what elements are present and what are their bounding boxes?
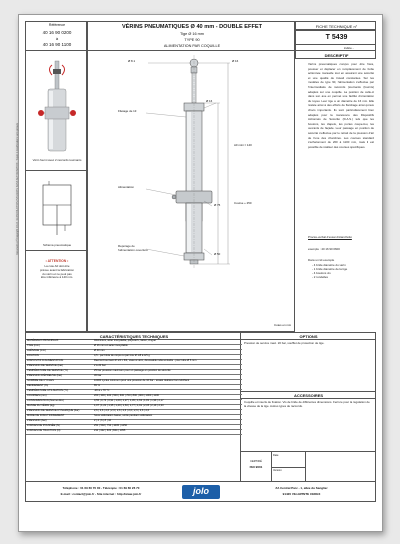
- options-text: Pression de service maxi. 20 bar, soufflet de protection de tige.: [244, 341, 325, 345]
- table-row: FORCES DE POUSSÉE (N) 251 | 502 | 754 | 1005 | 1256: [26, 424, 242, 430]
- table-row: PRESSION D'ÉPREUVE (bar) 30 bar: [26, 374, 242, 380]
- dim-a0: A0 mini = 140: [234, 143, 252, 147]
- product-subtitle-2: TYPE 90: [184, 38, 200, 42]
- dim-rod-eye: Ø 8.1: [128, 59, 136, 63]
- pv-label: Procès-verbal d'essai d'étanchéité: [308, 235, 352, 239]
- dim-head: Ø 16: [206, 99, 213, 103]
- table-row: ALÉSAGE (mm) Ø 40 mm: [26, 349, 242, 355]
- reference-to: 40 16 90 1100: [42, 42, 72, 47]
- product-subtitle-1: Tige Ø 16 mm: [180, 32, 204, 36]
- fiche-number-box: [295, 30, 376, 45]
- options-title: OPTIONS: [299, 334, 318, 339]
- technical-drawing: [88, 51, 296, 332]
- dim-rod: Ø 16: [232, 59, 239, 63]
- table-row: MASSE DU VÉRIN (kg) 1,07 | 1,21 | 1,35 | 1,49 | 1,63 | 1,77 | 1,91 | 2,05 | 2,19 | 2,33: [26, 404, 242, 410]
- footer: [25, 482, 376, 502]
- label-reperage: Repérage de l'alimentation ouverture: [118, 244, 148, 252]
- cert-box: [241, 452, 376, 482]
- accessoires-title: ACCESSOIRES: [293, 393, 324, 398]
- pv-value: exemple : 40 16 90 0600: [308, 247, 340, 251]
- indice: indice -: [344, 45, 354, 50]
- pneumatic-schema: [39, 181, 75, 237]
- descriptif-label: DESCRIPTIF: [324, 52, 349, 58]
- accessoires-text: Coquille et inserts de fixation. Vis de bride de différentes dimensions. Ferrure pour la régulation de la vitesse de la tige. Autres types de raccords.: [244, 400, 370, 408]
- table-row: CONSOMMATION (Normo-litre) 0,55 | 0,73 | 0,91 | 1,09 | 1,27 | 1,45 | 1,63 | 1,81 | 1,99 | 2,17: [26, 399, 242, 405]
- dim-filetage: Filetage de 13: [118, 109, 137, 113]
- photo-panel: [25, 51, 87, 171]
- dim-coquille: Ø 75: [214, 203, 221, 207]
- tech-characteristics-table: [25, 332, 241, 482]
- reference-from: 40 16 90 0200: [42, 30, 72, 35]
- fiche-label-box: [295, 21, 376, 30]
- options-box: [241, 332, 376, 392]
- footer-address-2: 91420 VILLEPINTE CEDEX: [282, 492, 321, 496]
- photo-caption: Vérin fourni avec 2 raccords tournants: [32, 158, 82, 162]
- product-title: VÉRINS PNEUMATIQUES Ø 40 mm - DOUBLE EFFET: [121, 24, 263, 30]
- drawing-panel: [87, 51, 295, 332]
- date-cell: [271, 452, 306, 468]
- jolo-logo: [182, 485, 220, 499]
- attention-text: La cote A0 doit être prévue avant la fabrication du vérin et ne peut pas être inférieure à 140 mm.: [40, 264, 74, 280]
- reference-label: Référence: [48, 23, 66, 27]
- kit-label: Dans un kit exemple: [308, 258, 335, 262]
- iso-label: CERTIFIÉ: [250, 460, 262, 463]
- datasheet-page: [18, 14, 383, 532]
- cotes-note: Cotes en mm: [274, 323, 292, 327]
- dim-base: Ø 50: [214, 252, 221, 256]
- table-row: MODE DE FONCTIONNEMENT Sous sollicitation basse, sortie pendant sollicitation: [26, 414, 242, 420]
- table-row: RENDEMENT (%) 85 %: [26, 384, 242, 390]
- table-row: FIXATION 4,5 - par bride de corps ou par trou Ø 1/8 à 4/5 g: [26, 354, 242, 360]
- dim-course: Course + 250: [234, 201, 252, 205]
- cylinder-photo: [34, 59, 80, 155]
- pneumatic-schema-panel: [25, 171, 87, 251]
- iso-value: ISO 9001: [249, 465, 263, 469]
- table-row: FORCES DE TRACTION (N) 211 | 422 | 633 | 844 | 1055: [26, 429, 242, 435]
- descriptif-header: [295, 51, 376, 59]
- kit-item: - 4 boulons vis: [312, 271, 331, 275]
- accessoires-box: [241, 392, 376, 452]
- reference-sep: à: [55, 36, 59, 41]
- table-row: COURSES (mm) 200 | 300 | 400 | 500 | 600 | 700 | 800 | 900 | 1000 | 1100: [26, 394, 242, 400]
- title-box: [87, 21, 295, 51]
- options-header: [241, 333, 376, 340]
- kit-item: - 1 bride diamètre de la tige: [312, 267, 348, 271]
- attention-title: • ATTENTION •: [45, 259, 69, 263]
- kit-item: - 2 rondelles: [312, 275, 328, 279]
- table-row: PRESSION (bar) 2 | 4 | 6 | 8 | 10: [26, 419, 242, 425]
- table-row: TIGE (mm) Ø 16 mm en acier inoxydable: [26, 344, 242, 350]
- table-row: DISPOSITIF D'ALIMENTATION Raccord tournant Ø 1/4 x 6/4, vissé à vérin, dévissable indémontable - pour tube Ø 6 mm: [26, 359, 242, 365]
- version-label: Version: [273, 469, 282, 472]
- logo-text: jolo: [193, 486, 209, 496]
- table-row: TEMPÉRATURE DE SERVICE (°C) 25 bar pression maximum pour un passage en position de sécurité: [26, 369, 242, 375]
- reference-box: [25, 21, 87, 51]
- descriptif-text: Vérins pneumatiques conçus pour être fixés, pousser et déplacer en remplacement de boîte actionnée manuelle tout en assurant une sécurité et une qualité de travail constantes. Sur les modèles de type 90, l'alimentation s'effectue par l'intermédiaire de raccords (tournants (fournis) adaptés sur une coquille. La position de celle-ci dans son axe en permet une facilité d'orientation du tuyau. Leur tige a un diamètre de 16 mm. Elle résiste ainsi à des efforts de flambage ainsi qu'aux chocs importants. Ils sont particulièrement bien adaptés pour la manœuvre des Dispositifs Actionnés de Sécurité (D.A.S.) tels que les boutons, les clapets, les portes coupe-feu, les ouvrants de façade. Leur passage en position de sécurité s'effectue par le retrait de la pression d'air de l'une des chambres. Les courses standard s'échelonnent de 200 à 1100 mm, mais il est possible de réaliser des courses spécifiques.: [308, 62, 374, 149]
- version-cell: [271, 467, 306, 482]
- copyright-side-text: Document et ©Copyright JOLO, REPRODUCTION INTERDITE SANS AUTORISATION - Sujets à modifications sans préavis: [16, 123, 19, 255]
- fiche-label: FICHE TECHNIQUE n°: [315, 23, 358, 29]
- date-label: Date: [273, 454, 279, 457]
- footer-email: E-mail : contact@jolo.fr - Site internet : http://www.jolo.fr: [60, 492, 142, 496]
- accessoires-header: [241, 392, 376, 399]
- table-row: TEMPÉRATURE UTILISATION (°C) -20 à + 70 °C: [26, 389, 242, 395]
- descriptif-body: [296, 60, 375, 332]
- table-row: PRESSION DE SERVICE DYNAMIQUE (bar) 2,6 | 2,6 | 2,6 | 2,6 | 2,6 | 2,6 | 2,6 | 2,6 | 2,6 | 2,6: [26, 409, 242, 415]
- product-subtitle-3: ALIMENTATION PAR COQUILLE: [163, 44, 221, 48]
- table-row: NOMBRE DE CYCLES 10000 cycles minimum pour une pression de 10 bar - essais réalisés hors lubrifiant: [26, 379, 242, 385]
- tech-title: CARACTÉRISTIQUES TECHNIQUES: [99, 334, 169, 339]
- fiche-number: T 5439: [325, 34, 348, 41]
- table-row: PRESSION DE SERVICE (bar) 2 à 20 bar: [26, 364, 242, 370]
- kit-item: - 4 bride diamètre du vérin: [312, 263, 346, 267]
- attention-panel: [25, 251, 87, 332]
- schema-caption: Schéma pneumatique: [42, 243, 72, 247]
- footer-phone: Téléphone : 01 69 60 70 00 - Télécopie : 01 69 60 26 70: [62, 486, 140, 490]
- table-row: MATÉRIAUX PRINCIPAUX Aluminium, acier inoxydable, polyuréth., laiton, zingué: [26, 339, 242, 345]
- iso-cell: [241, 452, 272, 482]
- footer-address-1: ZA Central Parc - 1, allée du Sanglier: [275, 486, 328, 490]
- label-alimentation: Alimentation: [118, 185, 134, 189]
